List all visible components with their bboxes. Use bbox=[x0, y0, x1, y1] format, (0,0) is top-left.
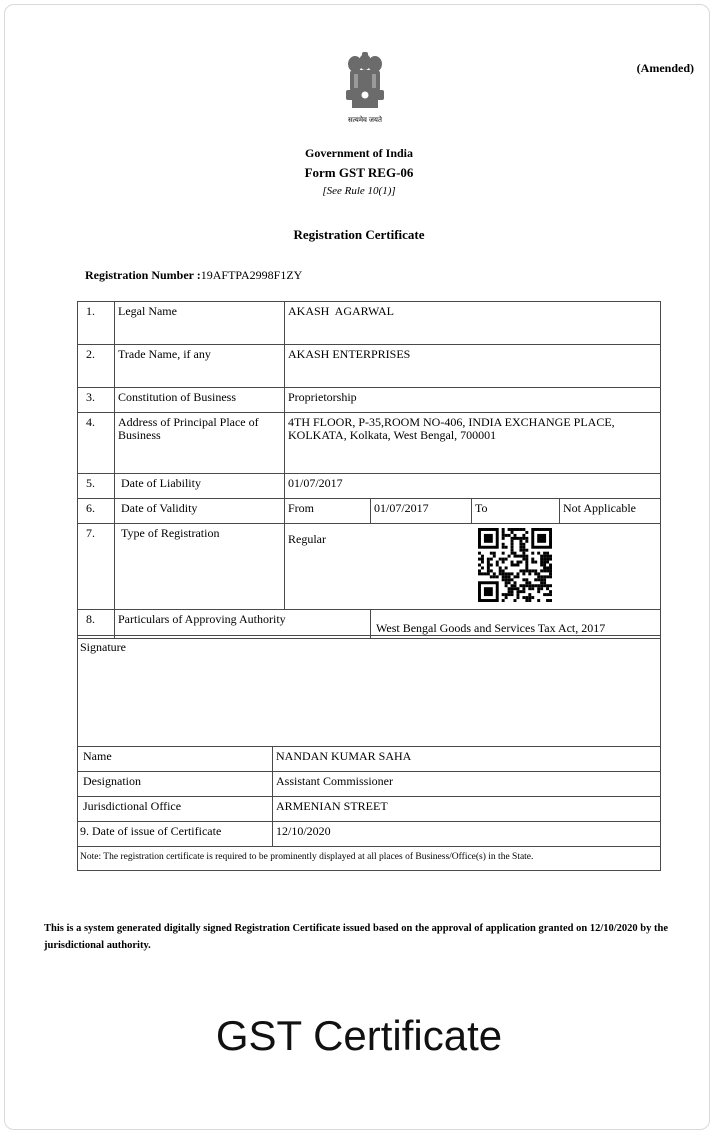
row-label: Address of Principal Place of Business bbox=[115, 413, 285, 474]
trade-name-value: AKASH ENTERPRISES bbox=[285, 345, 661, 388]
row-number: 8. bbox=[78, 610, 115, 639]
liability-date-value: 01/07/2017 bbox=[285, 474, 661, 499]
row-label: Trade Name, if any bbox=[115, 345, 285, 388]
name-label: Name bbox=[78, 747, 273, 772]
table-row bbox=[78, 388, 661, 413]
row-label: Legal Name bbox=[115, 302, 285, 345]
legal-name-value: AKASH AGARWAL bbox=[285, 302, 661, 345]
table-row bbox=[78, 797, 661, 822]
jurisdictional-office-label: Jurisdictional Office bbox=[78, 797, 273, 822]
table-row bbox=[78, 847, 661, 871]
system-generated-footer: This is a system generated digitally signed Registration Certificate issued based on the approval of application granted on 12/10/2020 by the jurisdictional authority. bbox=[44, 923, 668, 951]
table-row bbox=[78, 499, 661, 524]
row-label: Type of Registration bbox=[115, 524, 285, 610]
row-label: Date of Validity bbox=[115, 499, 285, 524]
table-row bbox=[78, 302, 661, 345]
signature-area: Signature bbox=[78, 636, 661, 747]
registration-details-table bbox=[77, 301, 661, 639]
table-row bbox=[78, 345, 661, 388]
name-value: NANDAN KUMAR SAHA bbox=[273, 747, 661, 772]
jurisdictional-office-value: ARMENIAN STREET bbox=[273, 797, 661, 822]
row-number: 5. bbox=[78, 474, 115, 499]
row-label: Constitution of Business bbox=[115, 388, 285, 413]
government-heading: Government of India bbox=[305, 146, 413, 160]
registration-type-value: Regular bbox=[288, 532, 326, 546]
row-label: Date of Liability bbox=[115, 474, 285, 499]
image-caption: GST Certificate bbox=[215, 1012, 503, 1059]
rule-reference: [See Rule 10(1)] bbox=[322, 185, 396, 197]
designation-label: Designation bbox=[78, 772, 273, 797]
validity-from-label: From bbox=[285, 499, 371, 524]
designation-value: Assistant Commissioner bbox=[273, 772, 661, 797]
address-value: 4TH FLOOR, P-35,ROOM NO-406, INDIA EXCHANGE PLACE, KOLKATA, Kolkata, West Bengal, 700001 bbox=[285, 413, 661, 474]
row-number: 7. bbox=[78, 524, 115, 610]
registration-number-label: Registration Number : bbox=[85, 268, 201, 282]
table-row bbox=[78, 524, 661, 610]
issue-date-value: 12/10/2020 bbox=[273, 822, 661, 847]
table-row bbox=[78, 636, 661, 747]
display-note: Note: The registration certificate is required to be prominently displayed at all places of Business/Office(s) in the State. bbox=[78, 847, 661, 871]
qr-code-icon bbox=[478, 528, 552, 602]
table-row bbox=[78, 747, 661, 772]
row-number: 1. bbox=[78, 302, 115, 345]
registration-number-line bbox=[85, 268, 302, 283]
constitution-value: Proprietorship bbox=[285, 388, 661, 413]
form-heading: Form GST REG-06 bbox=[304, 165, 414, 180]
table-row bbox=[78, 413, 661, 474]
certificate-title: Registration Certificate bbox=[293, 227, 425, 242]
registration-number-value: 19AFTPA2998F1ZY bbox=[200, 268, 303, 282]
row-number: 2. bbox=[78, 345, 115, 388]
validity-from-value: 01/07/2017 bbox=[371, 499, 472, 524]
row-number: 6. bbox=[78, 499, 115, 524]
amended-label: (Amended) bbox=[636, 61, 694, 75]
row-label: Particulars of Approving Authority bbox=[115, 610, 371, 639]
validity-to-value: Not Applicable bbox=[560, 499, 661, 524]
table-row bbox=[78, 822, 661, 847]
issue-date-label: 9. Date of issue of Certificate bbox=[78, 822, 273, 847]
registration-type-cell bbox=[285, 524, 661, 610]
emblem-motto: सत्यमेव जयते bbox=[348, 116, 382, 124]
row-number: 4. bbox=[78, 413, 115, 474]
table-row bbox=[78, 474, 661, 499]
signature-table bbox=[77, 635, 661, 871]
validity-to-label: To bbox=[472, 499, 560, 524]
row-number: 3. bbox=[78, 388, 115, 413]
approving-authority-text: West Bengal Goods and Services Tax Act, 2017 bbox=[376, 621, 606, 635]
table-row bbox=[78, 772, 661, 797]
